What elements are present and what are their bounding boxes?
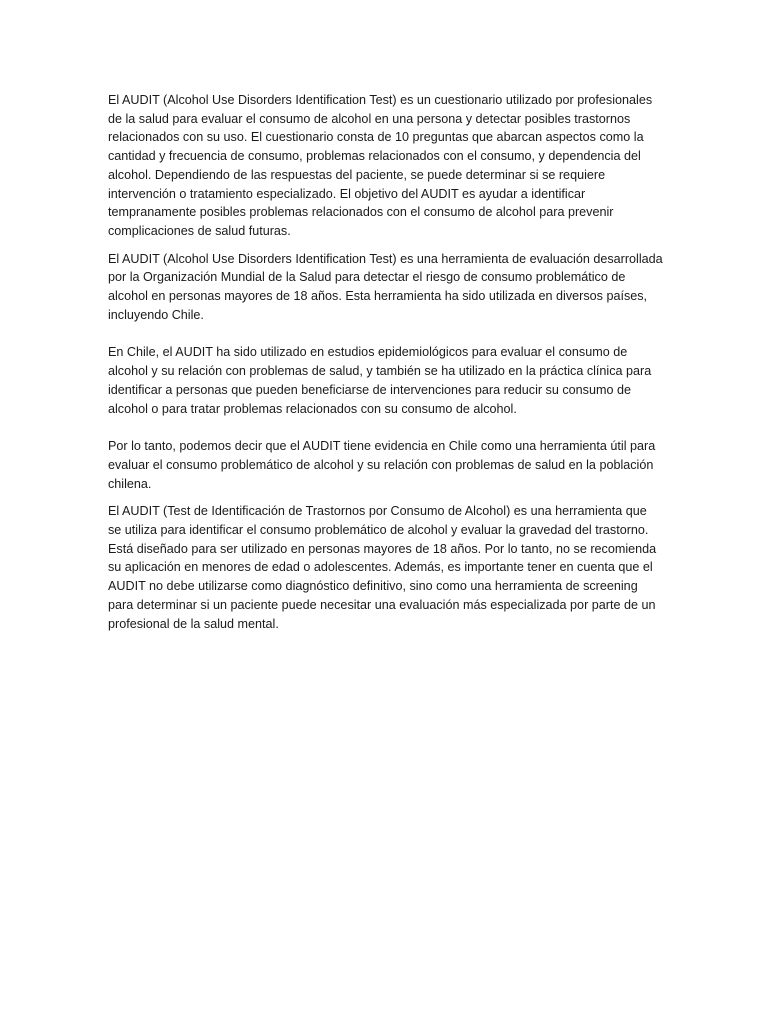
paragraph-audit-age-restriction: El AUDIT (Test de Identificación de Trastornos por Consumo de Alcohol) es una herramienta que se utiliza para identificar el consumo problemático de alcohol y evaluar la gravedad del trastorno. Está diseñado para ser utilizado en personas mayores de 18 años. Por lo tanto, no se recomienda su aplicación en menores de edad o adolescentes. Además, es importante tener en cuenta que el AUDIT no debe utilizarse como diagnóstico definitivo, sino como una herramienta de screening para determinar si un paciente puede necesitar una evaluación más especializada por parte de un profesional de la salud mental. <box>108 504 657 631</box>
paragraph-audit-oms: El AUDIT (Alcohol Use Disorders Identification Test) es una herramienta de evaluación desarrollada por la Organización Mundial de la Salud para detectar el riesgo de consumo problemático de alcohol en personas mayores de 18 años. Esta herramienta ha sido utilizada en diversos países, incluyendo Chile. <box>108 251 663 322</box>
document-page <box>108 91 663 633</box>
paragraph-audit-description: El AUDIT (Alcohol Use Disorders Identification Test) es un cuestionario utilizado por profesionales de la salud para evaluar el consumo de alcohol en una persona y detectar posibles trastornos relacionados con su uso. El cuestionario consta de 10 preguntas que abarcan aspectos como la cantidad y frecuencia de consumo, problemas relacionados con el consumo, y dependencia del alcohol. Dependiendo de las respuestas del paciente, se puede determinar si se requiere intervención o tratamiento especializado. El objetivo del AUDIT es ayudar a identificar tempranamente posibles problemas relacionados con el consumo de alcohol para prevenir complicaciones de salud futuras. <box>108 93 653 238</box>
paragraph-audit-conclusion: Por lo tanto, podemos decir que el AUDIT tiene evidencia en Chile como una herramienta útil para evaluar el consumo problemático de alcohol y su relación con problemas de salud en la población chilena. <box>108 439 656 491</box>
paragraph-audit-chile: En Chile, el AUDIT ha sido utilizado en estudios epidemiológicos para evaluar el consumo de alcohol y su relación con problemas de salud, y también se ha utilizado en la práctica clínica para identificar a personas que pueden beneficiarse de intervenciones para reducir su consumo de alcohol o para tratar problemas relacionados con su consumo de alcohol. <box>108 345 652 416</box>
